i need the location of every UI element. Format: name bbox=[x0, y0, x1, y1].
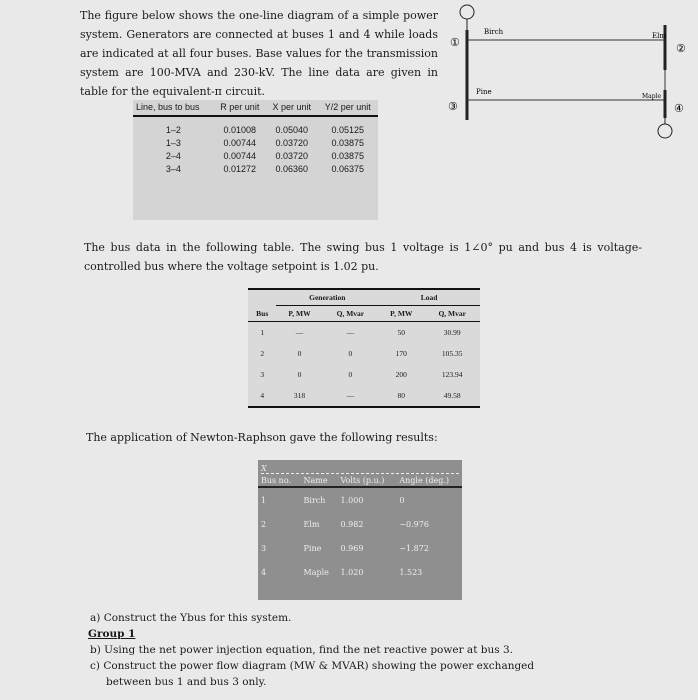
bus-number-1: ① bbox=[450, 36, 460, 49]
bus-data-table bbox=[248, 288, 480, 408]
header-x: X per unit bbox=[266, 100, 318, 116]
table-row: 3–4 0.01272 0.06360 0.06375 bbox=[165, 164, 365, 174]
bus-label-birch: Birch bbox=[484, 28, 504, 36]
x-mark: X bbox=[261, 464, 459, 474]
bus-number-4: ④ bbox=[674, 102, 684, 115]
table-row: 4 Maple 1.020 1.523 bbox=[261, 567, 423, 577]
question-c-continued: between bus 1 and bus 3 only. bbox=[106, 676, 267, 688]
header-load-q: Q, Mvar bbox=[438, 309, 466, 318]
bus-label-elm: Elm bbox=[652, 32, 666, 40]
question-b: b) Using the net power injection equation, find the net reactive power at bus 3. bbox=[90, 644, 513, 656]
table-row: 2 Elm 0.982 −0.976 bbox=[261, 519, 429, 529]
table-row: 1 Birch 1.000 0 bbox=[261, 495, 405, 505]
results-table bbox=[258, 460, 462, 600]
one-line-diagram bbox=[440, 0, 698, 145]
question-a: a) Construct the Ybus for this system. bbox=[90, 612, 292, 624]
bus-number-3: ③ bbox=[448, 100, 458, 113]
bus-data-paragraph: The bus data in the following table. The swing bus 1 voltage is 1∠0° pu and bus 4 is voltage-controlled bus where the voltage setpoint is 1.02 pu. bbox=[84, 241, 642, 273]
table-row: 2 0 0 170 105.35 bbox=[260, 349, 463, 358]
header-load-p: P, MW bbox=[390, 309, 413, 318]
header-angle: Angle (deg.) bbox=[396, 476, 462, 487]
bus-label-maple: Maple bbox=[642, 93, 662, 100]
table-row: 1–2 0.01008 0.05040 0.05125 bbox=[165, 125, 365, 135]
header-y2: Y/2 per unit bbox=[318, 100, 378, 116]
table-row: 3 Pine 0.969 −1.872 bbox=[261, 543, 429, 553]
header-bus-no: Bus no. bbox=[258, 476, 301, 487]
bus-number-2: ② bbox=[676, 42, 686, 55]
header-load: Load bbox=[378, 289, 480, 306]
header-line: Line, bus to bus bbox=[133, 100, 214, 116]
header-generation: Generation bbox=[276, 289, 378, 306]
header-name: Name bbox=[301, 476, 338, 487]
header-r: R per unit bbox=[214, 100, 266, 116]
header-gen-q: Q, Mvar bbox=[336, 309, 365, 318]
header-bus: Bus bbox=[256, 308, 269, 318]
questions bbox=[90, 610, 650, 690]
table-row: 1–3 0.00744 0.03720 0.03875 bbox=[165, 138, 365, 148]
question-c: c) Construct the power flow diagram (MW & MVAR) showing the power exchanged bbox=[90, 660, 535, 672]
table-row: 2–4 0.00744 0.03720 0.03875 bbox=[165, 151, 365, 161]
group-heading: Group 1 bbox=[88, 628, 136, 640]
bus-label-pine: Pine bbox=[476, 88, 492, 96]
newton-raphson-text: The application of Newton-Raphson gave the following results: bbox=[86, 431, 438, 444]
line-data-table bbox=[133, 100, 378, 220]
header-volts: Volts (p.u.) bbox=[338, 476, 397, 487]
intro-paragraph: The figure below shows the one-line diagram of a simple power system. Generators are connected at buses 1 and 4 while loads are indicated at all four buses. Base values for the transmission system are 100-MVA and 230-kV. The line data are given in table for the equivalent-π circuit. bbox=[80, 9, 438, 98]
header-gen-p: P, MW bbox=[288, 309, 311, 318]
table-row: 1 — — 50 30.99 bbox=[260, 328, 461, 337]
table-row: 4 318 — 80 49.58 bbox=[260, 391, 461, 400]
table-row: 3 0 0 200 123.94 bbox=[260, 370, 463, 379]
